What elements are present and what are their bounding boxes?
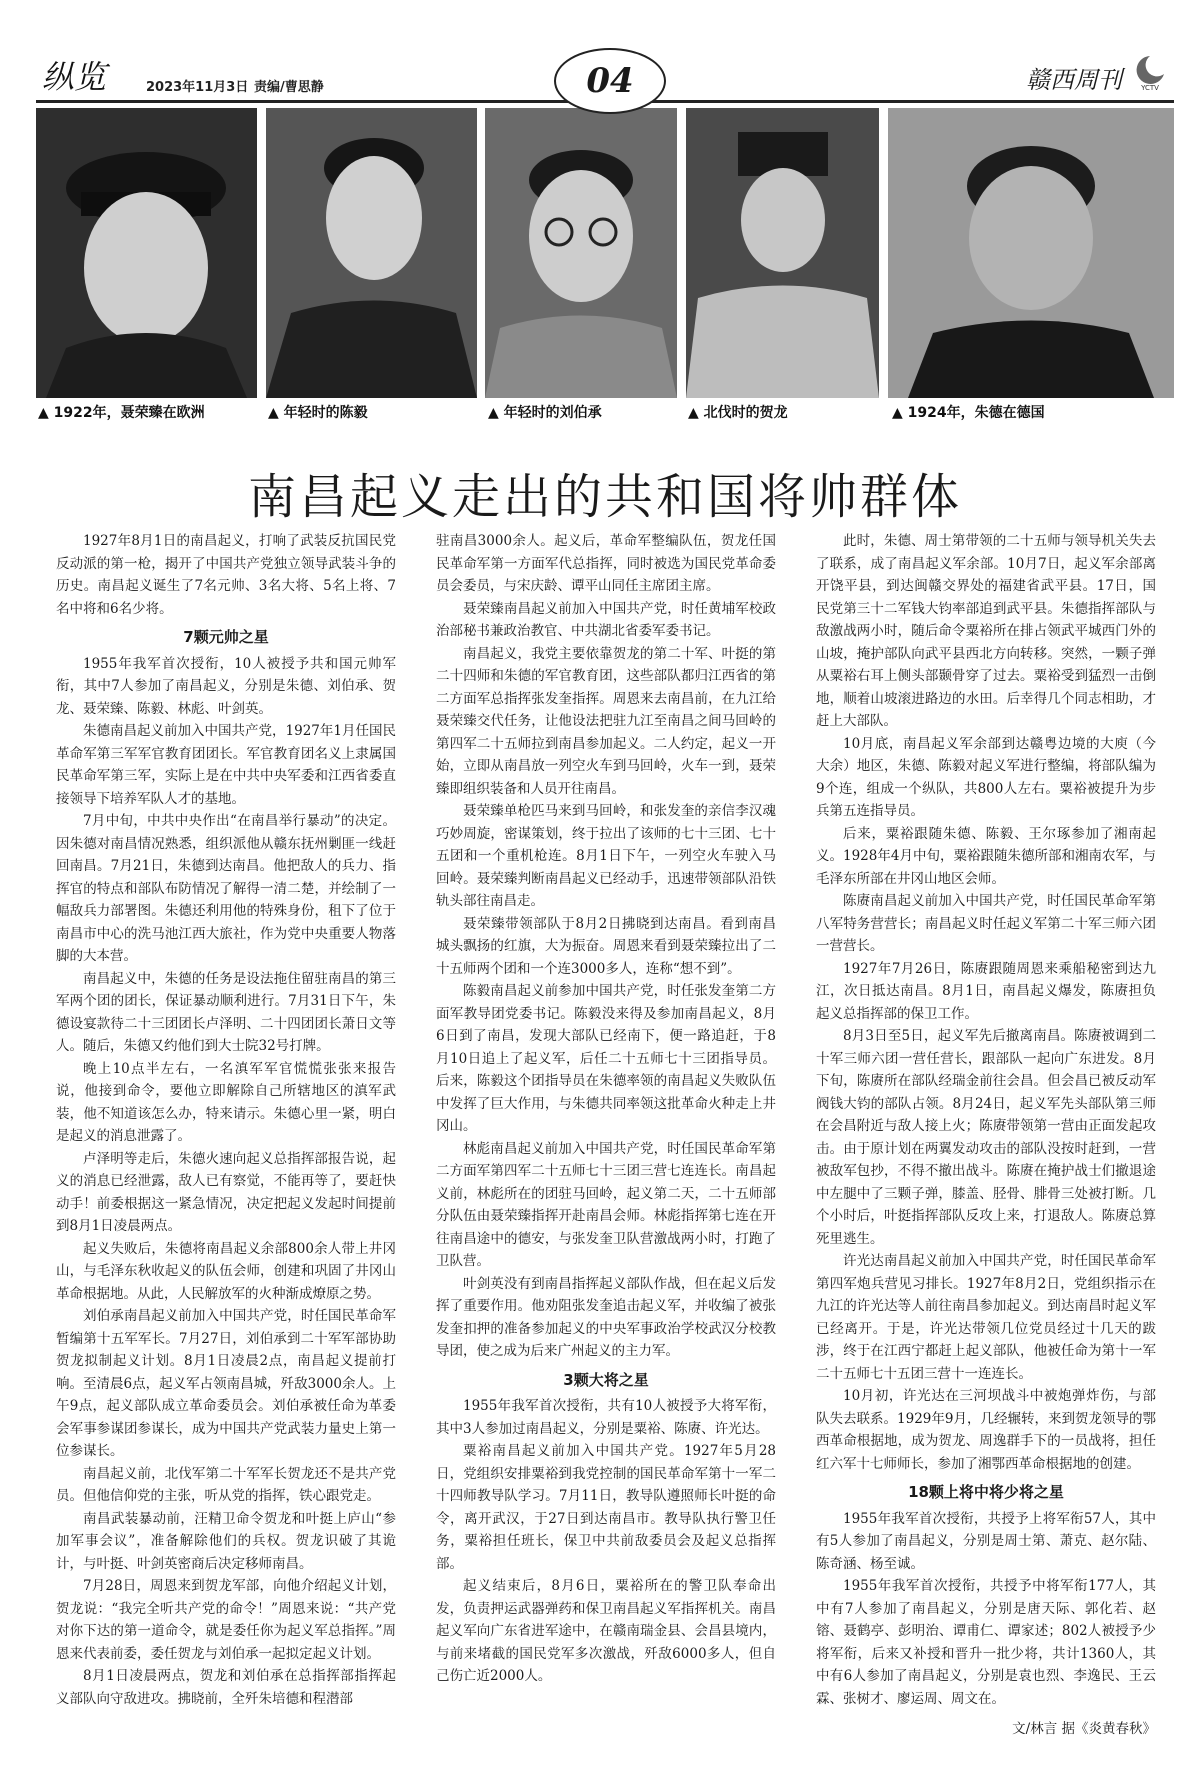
paragraph: 聂荣臻南昌起义前加入中国共产党，时任黄埔军校政治部秘书兼政治教官、中共湖北省委军委书记。: [436, 600, 776, 639]
paragraph: 后来，粟裕跟随朱德、陈毅、王尔琢参加了湘南起义。1928年4月中旬，粟裕跟随朱德所部和湘南农军，与毛泽东所部在井冈山地区会师。: [816, 825, 1156, 887]
paragraph: 陈赓南昌起义前加入中国共产党，时任国民革命军第八军特务营营长；南昌起义时任起义军第二十军三师六团一营营长。: [816, 893, 1156, 954]
portrait-photo-3: [485, 108, 677, 398]
paragraph: 晚上10点半左右，一名滇军军官慌慌张张来报告说，他接到命令，要他立即解除自己所辖地区的滇军武装，他不知道该怎么办，特来请示。朱德心里一紧，明白是起义的消息泄露了。: [56, 1060, 396, 1144]
paragraph: 叶剑英没有到南昌指挥起义部队作战，但在起义后发挥了重要作用。他劝阻张发奎追击起义军，并收编了被张发奎扣押的准备参加起义的中央军事政治学校武汉分校教导团，使之成为后来广州起义的主力军。: [436, 1275, 776, 1359]
section-name: 纵览: [42, 58, 107, 96]
paragraph: 南昌起义，我党主要依靠贺龙的第二十军、叶挺的第二十四师和朱德的军官教育团，这些部队都归江西省的第二方面军总指挥张发奎指挥。周恩来去南昌前，在九江给聂荣臻交代任务，让他设法把驻九江至南昌之间马回岭的第四军二十五师拉到南昌参加起义。二人约定，起义一开始，立即从南昌放一列空火车到马回岭，火车一到，聂荣臻即组织装备和人员开往南昌。: [436, 645, 776, 797]
editor-credit: 责编/曹思静: [254, 80, 324, 95]
article-title: 南昌起义走出的共和国将帅群体: [247, 469, 962, 525]
photo-caption-1: ▲ 1922年，聂荣臻在欧洲: [38, 405, 205, 421]
issue-date: 2023年11月3日: [146, 80, 249, 95]
paragraph: 刘伯承南昌起义前加入中国共产党，时任国民革命军暂编第十五军军长。7月27日，刘伯承到二十军军部协助贺龙拟制起义计划。8月1日凌晨2点，南昌起义提前打响。至清晨6点，起义军占领南昌城，歼敌3000余人。上午9点，起义部队成立革命委员会。刘伯承被任命为革委会军事参谋团参谋长，成为中国共产党武装力量史上第一位参谋长。: [56, 1308, 396, 1459]
article-body: [56, 530, 1156, 1740]
masthead: [36, 42, 1174, 102]
paragraph: 7月中旬，中共中央作出“在南昌举行暴动”的决定。因朱德对南昌情况熟悉，组织派他从赣东抚州剿匪一线赶回南昌。7月21日，朱德到达南昌。他把敌人的兵力、指挥官的特点和部队布防情况了解得一清二楚，并绘制了一幅敌兵力部署图。朱德还利用他的特殊身份，租下了位于南昌市中心的洗马池江西大旅社，作为党中央重要人物落脚的大本营。: [56, 813, 396, 964]
photo-caption-4: ▲ 北伐时的贺龙: [688, 405, 788, 421]
paragraph: 8月1日凌晨两点，贺龙和刘伯承在总指挥部指挥起义部队向守敌进攻。拂晓前，全歼朱培德和程潜部: [56, 1668, 396, 1707]
tv-logo-icon: [1130, 52, 1170, 92]
portrait-photo-2: [266, 108, 477, 398]
page-number: 04: [554, 48, 666, 114]
portrait-photo-5: [888, 108, 1174, 398]
article-column-3: [816, 530, 1156, 1740]
paragraph: 驻南昌3000余人。起义后，革命军整编队伍，贺龙任国民革命军第一方面军代总指挥，同时被选为国民党革命委员会委员，与宋庆龄、谭平山同任主席团主席。: [436, 533, 776, 594]
paragraph: 聂荣臻单枪匹马来到马回岭，和张发奎的亲信李汉魂巧妙周旋，密谋策划，终于拉出了该师的七十三团、七十五团和一个重机枪连。8月1日下午，一列空火车驶入马回岭。聂荣臻判断南昌起义已经动手，迅速带领部队沿铁轨头部往南昌走。: [436, 803, 776, 909]
paragraph: 10月底，南昌起义军余部到达赣粤边境的大庾（今大余）地区，朱德、陈毅对起义军进行整编，将部队编为9个连，组成一个纵队，共800人左右。粟裕被提升为步兵第五连指导员。: [816, 735, 1156, 819]
paragraph: 1955年我军首次授衔，10人被授予共和国元帅军衔，其中7人参加了南昌起义，分别是朱德、刘伯承、贺龙、聂荣臻、陈毅、林彪、叶剑英。: [56, 655, 396, 717]
section-heading: 7颗元帅之星: [183, 628, 269, 646]
paragraph: 10月初，许光达在三河坝战斗中被炮弹炸伤，与部队失去联系。1929年9月，几经辗转，来到贺龙领导的鄂西革命根据地，成为贺龙、周逸群手下的一员战将，担任红六军十七师师长，参加了湘鄂西革命根据地的创建。: [816, 1388, 1156, 1472]
paragraph: 此时，朱德、周士第带领的二十五师与领导机关失去了联系，成了南昌起义军余部。10月7日，起义军余部离开饶平县，到达闽赣交界处的福建省武平县。17日，国民党第三十二军钱大钧率部追到武平县。朱德指挥部队与敌激战两小时，随后命令粟裕所在排占领武平城西门外的山坡，掩护部队向武平县西北方向转移。突然，一颗子弹从粟裕右耳上侧头部颞骨穿了过去。粟裕受到猛烈一击倒地，顺着山坡滚进路边的水田。后幸得几个同志相助，才赶上大部队。: [816, 533, 1156, 729]
paragraph: 1927年8月1日的南昌起义，打响了武装反抗国民党反动派的第一枪，揭开了中国共产党独立领导武装斗争的历史。南昌起义诞生了7名元帅、3名大将、5名上将、7名中将和6名少将。: [56, 533, 396, 617]
photo-strip: [36, 108, 1174, 423]
paragraph: 1955年我军首次授衔，共授予中将军衔177人，其中有7人参加了南昌起义，分别是唐天际、郭化若、赵镕、聂鹤亭、彭明治、谭甫仁、谭家述；802人被授予少将军衔，后来又补授和晋升一批少将，共计1360人，其中有6人参加了南昌起义，分别是袁也烈、李逸民、王云霖、张树才、廖运周、周文在。: [816, 1578, 1156, 1707]
paragraph: 许光达南昌起义前加入中国共产党，时任国民革命军第四军炮兵营见习排长。1927年8月2日，党组织指示在九江的许光达等人前往南昌参加起义。到达南昌时起义军已经离开。于是，许光达带领几位党员经过十几天的跋涉，终于在江西宁都赶上起义部队，他被任命为第十一军二十五师七十五团三营十一连连长。: [816, 1253, 1156, 1382]
paragraph: 林彪南昌起义前加入中国共产党，时任国民革命军第二方面军第四军二十五师七十三团三营七连连长。南昌起义前，林彪所在的团驻马回岭，起义第二天，二十五师部分队伍由聂荣臻指挥开赴南昌会师。林彪指挥第七连在开往南昌途中的德安，与张发奎卫队营激战两小时，打跑了卫队营。: [436, 1140, 776, 1269]
section-heading: 3颗大将之星: [563, 1370, 649, 1389]
paragraph: 起义失败后，朱德将南昌起义余部800余人带上井冈山，与毛泽东秋收起义的队伍会师，创建和巩固了井冈山革命根据地。从此，人民解放军的火种渐成燎原之势。: [56, 1240, 396, 1302]
paragraph: 7月28日，周恩来到贺龙军部，向他介绍起义计划，贺龙说：“我完全听共产党的命令！”周恩来说：“共产党对你下达的第一道命令，就是委任你为起义军总指挥。”周恩来代表前委，委任贺龙与刘伯承一起拟定起义计划。: [56, 1578, 396, 1662]
publication-name: 赣西周刊: [1026, 66, 1122, 94]
photo-caption-2: ▲ 年轻时的陈毅: [268, 405, 368, 421]
portrait-photo-1: [36, 108, 257, 398]
paragraph: 1955年我军首次授衔，共有10人被授予大将军衔，其中3人参加过南昌起义，分别是粟裕、陈赓、许光达。: [436, 1398, 776, 1437]
paragraph: 1927年7月26日，陈赓跟随周恩来乘船秘密到达九江，次日抵达南昌。8月1日，南昌起义爆发，陈赓担负起义总指挥部的保卫工作。: [816, 960, 1156, 1022]
paragraph: 起义结束后，8月6日，粟裕所在的警卫队奉命出发，负责押运武器弹药和保卫南昌起义军指挥机关。南昌起义军向广东省进军途中，在赣南瑞金县、会昌县境内，与前来堵截的国民党军多次激战，歼敌6000多人，但自己伤亡近2000人。: [436, 1578, 776, 1684]
article-column-1: [56, 530, 396, 1740]
paragraph: 粟裕南昌起义前加入中国共产党。1927年5月28日，党组织安排粟裕到我党控制的国民革命军第十一军二十四师教导队学习。7月11日，教导队遵照师长叶挺的命令，离开武汉，于27日到达南昌市。教导队执行警卫任务，粟裕担任班长，保卫中共前敌委员会及起义总指挥部。: [436, 1443, 776, 1572]
logo-text: YCTV: [1141, 84, 1159, 92]
paragraph: 南昌起义前，北伐军第二十军军长贺龙还不是共产党员。但他信仰党的主张，听从党的指挥，铁心跟党走。: [56, 1465, 396, 1504]
paragraph: 朱德南昌起义前加入中国共产党，1927年1月任国民革命军第三军军官教育团团长。军官教育团名义上隶属国民革命军第三军，实际上是在中共中央军委和江西省委直接领导下培养军队人才的基地。: [56, 723, 396, 807]
paragraph: 1955年我军首次授衔，共授予上将军衔57人，其中有5人参加了南昌起义，分别是周士第、萧克、赵尔陆、陈奇涵、杨至诚。: [816, 1510, 1156, 1572]
paragraph: 卢泽明等走后，朱德火速向起义总指挥部报告说，起义的消息已经泄露，敌人已有察觉，不能再等了，要赶快动手！前委根据这一紧急情况，决定把起义发起时间提前到8月1日凌晨两点。: [56, 1150, 396, 1234]
paragraph: 陈毅南昌起义前参加中国共产党，时任张发奎第二方面军教导团党委书记。陈毅没来得及参加南昌起义，8月6日到了南昌，发现大部队已经南下，便一路追赶，于8月10日追上了起义军，后任二十五师七十三团指导员。后来，陈毅这个团指导员在朱德率领的南昌起义失败队伍中发挥了巨大作用，与朱德共同率领这批革命火种走上井冈山。: [436, 983, 776, 1134]
photo-caption-3: ▲ 年轻时的刘伯承: [488, 405, 602, 421]
portrait-photo-4: [686, 108, 879, 398]
author-credit: 文/林言 据《炎黄春秋》: [1012, 1721, 1156, 1737]
photo-caption-5: ▲ 1924年，朱德在德国: [892, 405, 1045, 421]
section-heading: 18颗上将中将少将之星: [908, 1483, 1064, 1501]
paragraph: 聂荣臻带领部队于8月2日拂晓到达南昌。看到南昌城头飘扬的红旗，大为振奋。周恩来看到聂荣臻拉出了二十五师两个团和一个连3000多人，连称“想不到”。: [436, 915, 776, 977]
paragraph: 8月3日至5日，起义军先后撤离南昌。陈赓被调到二十军三师六团一营任营长，跟部队一起向广东进发。8月下旬，陈赓所在部队经瑞金前往会昌。但会昌已被反动军阀钱大钧的部队占领。8月24日，起义军先头部队第三师在会昌附近与敌人接上火；陈赓带领第一营由正面发起攻击。由于原计划在两翼发动攻击的部队没按时赶到，一营被敌军包抄，不得不撤出战斗。陈赓在掩护战士们撤退途中左腿中了三颗子弹，膝盖、胫骨、腓骨三处被打断。几个小时后，叶挺指挥部队反攻上来，打退敌人。陈赓总算死里逃生。: [816, 1028, 1156, 1247]
paragraph: 南昌起义中，朱德的任务是设法拖住留驻南昌的第三军两个团的团长，保证暴动顺利进行。7月31日下午，朱德设宴款待二十三团团长卢泽明、二十四团团长萧日文等人。随后，朱德又约他们到大士院32号打牌。: [56, 970, 396, 1054]
article-column-2: [436, 530, 776, 1740]
paragraph: 南昌武装暴动前，汪精卫命令贺龙和叶挺上庐山“参加军事会议”，准备解除他们的兵权。贺龙识破了其诡计，与叶挺、叶剑英密商后决定移师南昌。: [56, 1510, 396, 1572]
